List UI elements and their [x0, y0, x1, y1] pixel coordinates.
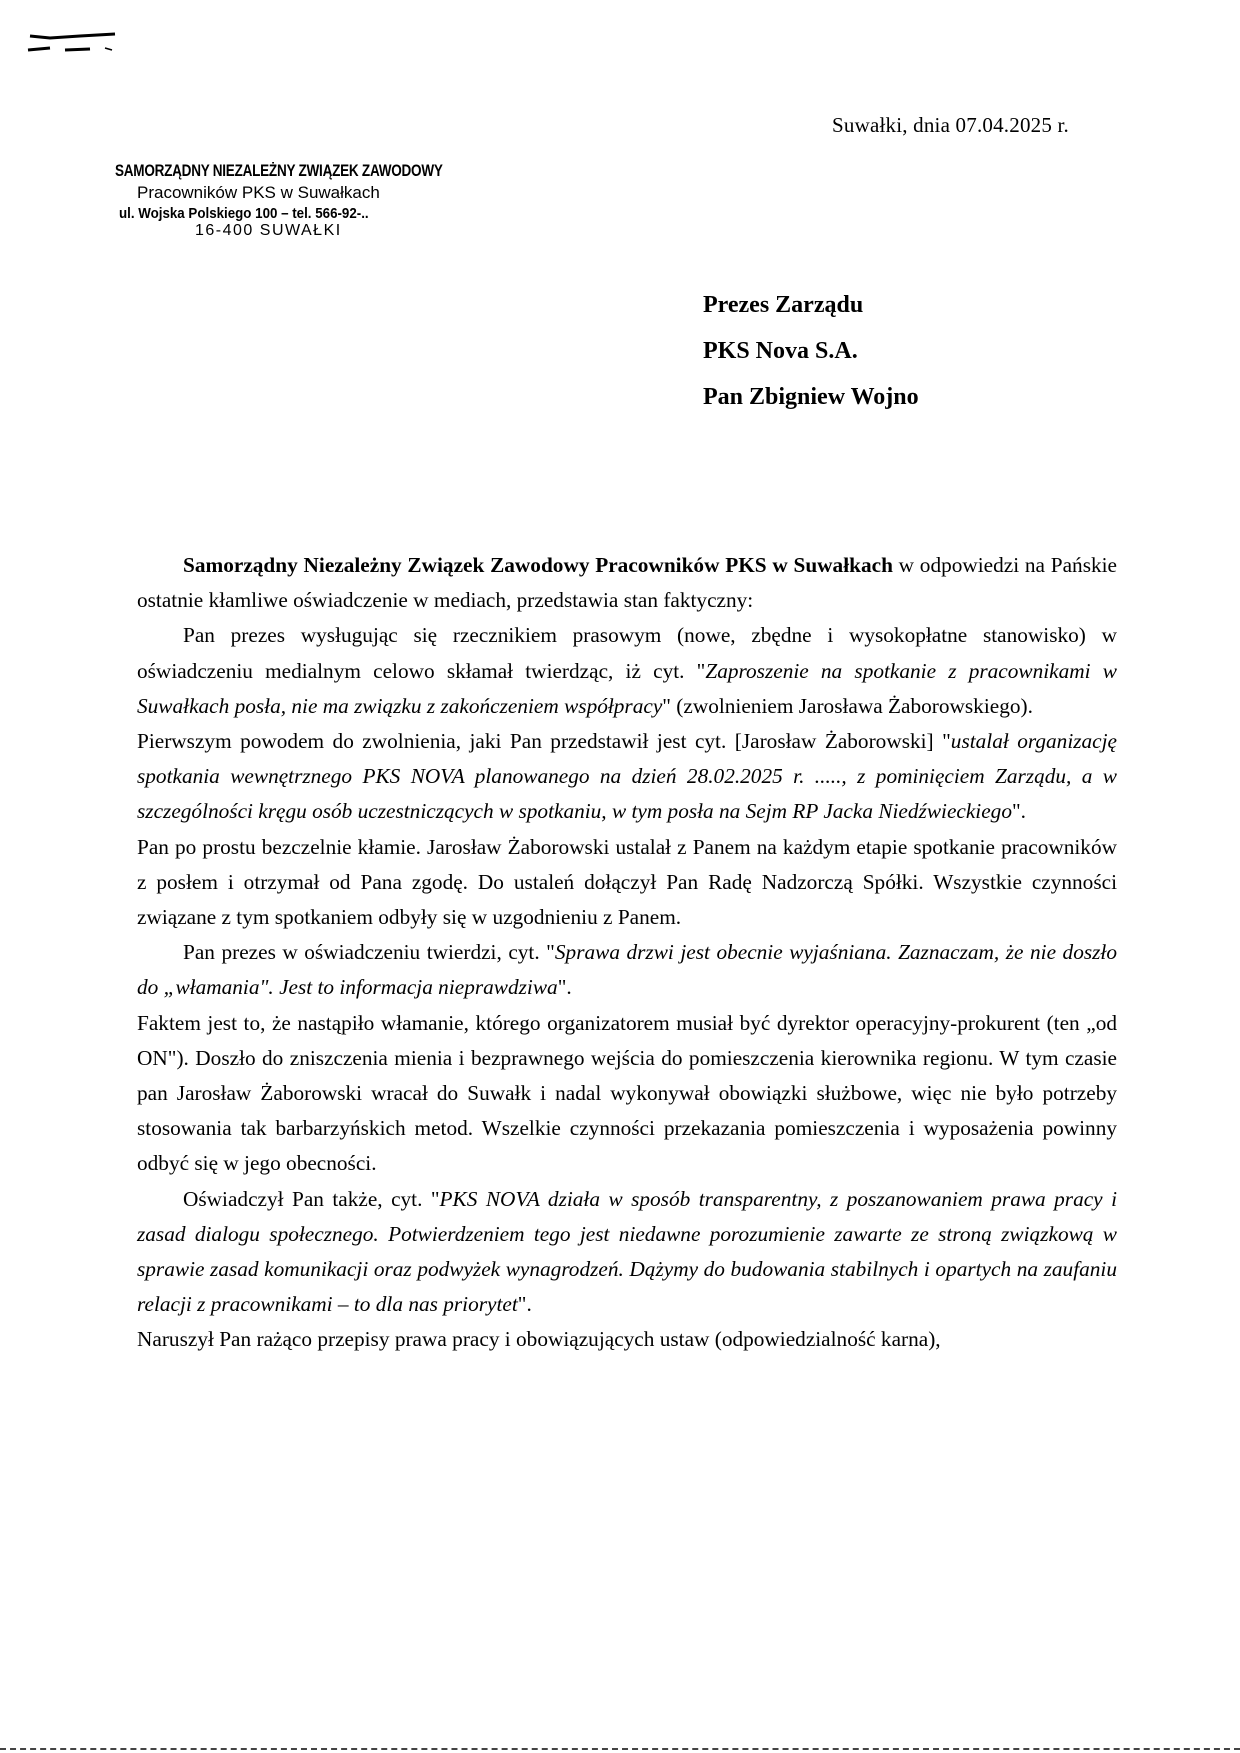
union-name-bold: Samorządny Niezależny Związek Zawodowy Pracowników PKS w Suwałkach: [183, 553, 893, 577]
addressee-name: Pan Zbigniew Wojno: [703, 384, 919, 410]
paragraph-first-reason: [137, 724, 1117, 830]
transparency-quote: PKS NOVA działa w sposób transparentny, z poszanowaniem prawa pracy i zasad dialogu społecznego. Potwierdzeniem tego jest niedawne porozumienie zawarte ze stroną związkową w sprawie zasad komunikacji oraz podwyżek wynagrodzeń. Dążymy do budowania stabilnych i opartych na zaufaniu relacji z pracownikami – to dla nas priorytet: [137, 1186, 1117, 1317]
spokesman-text-end: " (zwolnieniem Jarosława Żaborowskiego).: [662, 693, 1033, 718]
first-reason-end: ".: [1011, 799, 1027, 824]
addressee-title: Prezes Zarządu: [703, 292, 864, 318]
paragraph-transparency: [137, 1182, 1117, 1323]
scan-footer-artifact: [0, 1748, 1240, 1753]
door-text: Pan prezes w oświadczeniu twierdzi, cyt. ": [183, 940, 555, 965]
stamp-address: ul. Wojska Polskiego 100 – tel. 566-92-..: [119, 205, 369, 222]
paragraph-lie: Pan po prostu bezczelnie kłamie. Jarosław Żaborowski ustalał z Panem na każdym etapie spotkanie pracowników z posłem i otrzymał od Pana zgodę. Do ustaleń dołączył Pan Radę Nadzorczą Spółki. Wszystkie czynności związane z tym spotkaniem odbyły się w uzgodnieniu z Panem.: [137, 834, 1117, 930]
paragraph-spokesman: [137, 618, 1117, 724]
letter-body: [137, 548, 1117, 1358]
stamp-postal-city: 16-400 SUWAŁKI: [195, 222, 342, 239]
first-reason-text: Pierwszym powodem do zwolnienia, jaki Pan przedstawił jest cyt. [Jarosław Żaborowski] ": [137, 729, 951, 754]
addressee-block: [703, 282, 919, 420]
intro-text: w odpowiedzi na Pańskie ostatnie kłamliwe oświadczenie w mediach, przedstawia stan faktyczny:: [137, 553, 1117, 613]
door-quote: Sprawa drzwi jest obecnie wyjaśniana. Zaznaczam, że nie doszło do „włamania". Jest to informacja nieprawdziwa: [137, 940, 1117, 1000]
spokesman-text: Pan prezes wysługując się rzecznikiem prasowym (nowe, zbędne i wysokopłatne stanowisko) w oświadczeniu medialnym celowo skłamał twierdząc, iż cyt. ": [137, 623, 1117, 683]
stamp-union-name: SAMORZĄDNY NIEZALEŻNY ZWIĄZEK ZAWODOWY: [115, 162, 443, 180]
addressee-company: PKS Nova S.A.: [703, 338, 858, 364]
paragraph-door: [137, 935, 1117, 1005]
union-stamp: [115, 163, 475, 239]
transparency-text: Oświadczył Pan także, cyt. ": [183, 1186, 440, 1211]
stamp-union-subtitle: Pracowników PKS w Suwałkach: [137, 182, 380, 202]
transparency-end: ".: [517, 1292, 532, 1317]
first-reason-quote: ustalał organizację spotkania wewnętrznego PKS NOVA planowanego na dzień 28.02.2025 r. ....., z pominięciem Zarządu, a w szczególności kręgu osób uczestniczących w spotkaniu, w tym posła na Sejm RP Jacka Niedźwieckiego: [137, 729, 1118, 824]
paragraph-break-in: Faktem jest to, że nastąpiło włamanie, którego organizatorem musiał być dyrektor operacyjny-prokurent (ten „od ON"). Doszło do zniszczenia mienia i bezprawnego wejścia do pomieszczenia kierownika regionu. W tym czasie pan Jarosław Żaborowski wracał do Suwałk i nadal wykonywał obowiązki służbowe, więc nie było potrzeby stosowania tak barbarzyńskich metod. Wszelkie czynności przekazania pomieszczenia i wyposażenia powinny odbyć się w jego obecności.: [137, 1010, 1117, 1176]
spokesman-quote: Zaproszenie na spotkanie z pracownikami w Suwałkach posła, nie ma związku z zakończeniem współpracy: [137, 658, 1117, 718]
city-date: Suwałki, dnia 07.04.2025 r.: [832, 113, 1069, 137]
scan-artifact-mark: [20, 28, 130, 58]
paragraph-intro: [137, 548, 1117, 618]
door-end: ".: [557, 975, 572, 1000]
paragraph-violation: Naruszył Pan rażąco przepisy prawa pracy i obowiązujących ustaw (odpowiedzialność karna),: [137, 1327, 941, 1352]
